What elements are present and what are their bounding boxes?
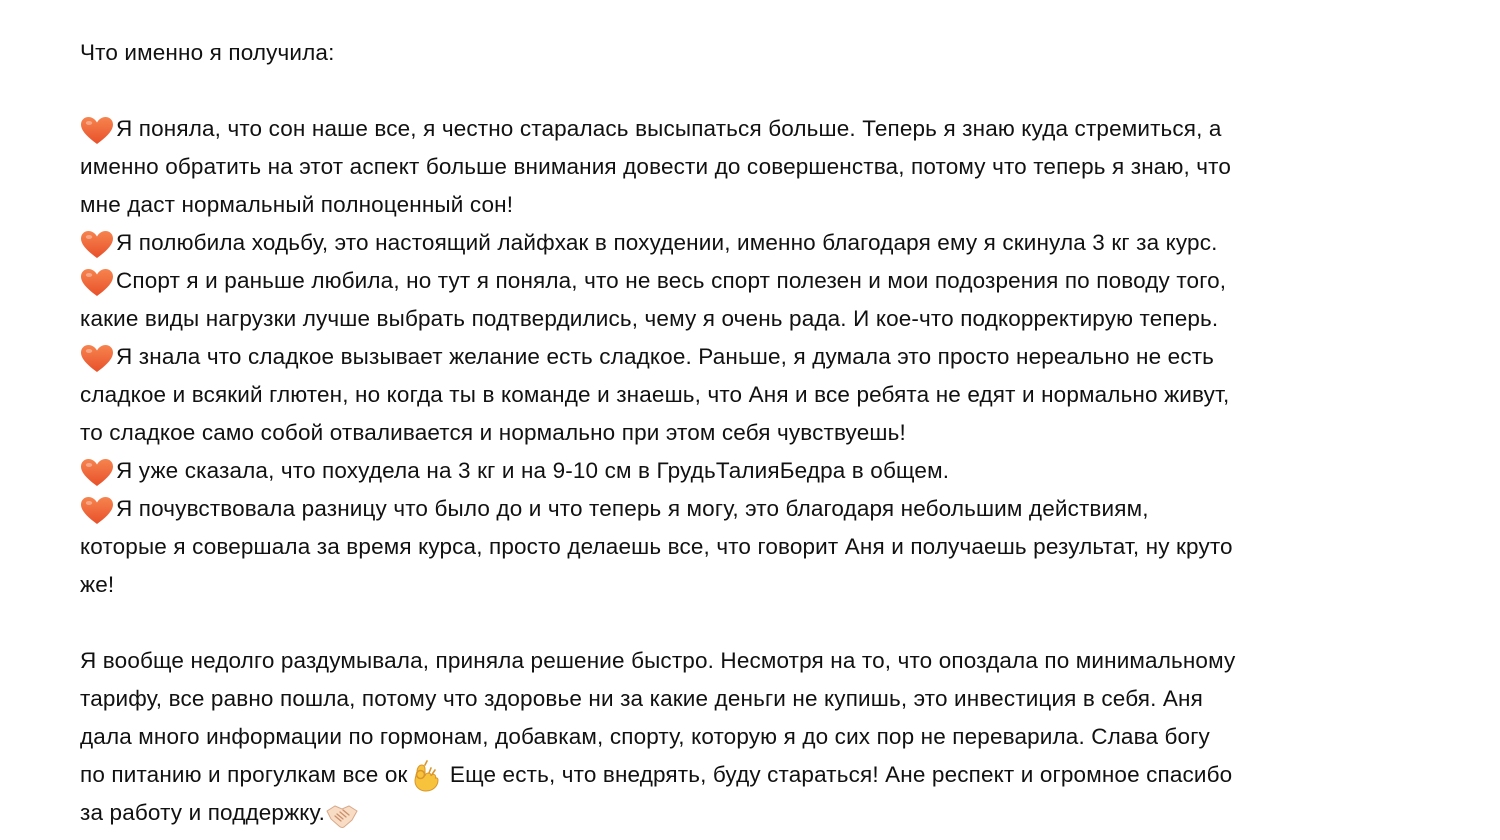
orange-heart-icon [80,490,116,528]
list-item-text: Спорт я и раньше любила, но тут я поняла, что не весь спорт полезен и мои подозрения по поводу того, [116,268,1227,293]
intro-heading: Что именно я получила: [80,40,335,65]
paragraph-line: за работу и поддержку. [80,800,326,825]
list-item-text: Я знала что сладкое вызывает желание есть сладкое. Раньше, я думала это просто нереально не есть [116,344,1215,369]
spacer [80,72,1480,110]
document-body [80,34,1480,832]
spacer [80,604,1480,642]
paragraph-line: тарифу, все равно пошла, потому что здоровье ни за какие деньги не купишь, это инвестиция в себя. Аня [80,686,1203,711]
orange-heart-icon [80,224,116,262]
orange-heart-icon [80,452,116,490]
list-item [80,110,1480,224]
handshake-icon [325,794,361,832]
list-item-text: то сладкое само собой отваливается и нормально при этом себя чувствуешь! [80,420,906,445]
list-item [80,224,1480,262]
orange-heart-icon [80,338,116,376]
list-item-text: Я почувствовала разницу что было до и что теперь я могу, это благодаря небольшим действиям, [116,496,1149,521]
list-item [80,452,1480,490]
list-item [80,338,1480,452]
paragraph-line: Я вообще недолго раздумывала, приняла решение быстро. Несмотря на то, что опоздала по минимальному [80,648,1236,673]
paragraph-line: дала много информации по гормонам, добавкам, спорту, которую я до сих пор не переварила. Слава богу [80,724,1210,749]
orange-heart-icon [80,110,116,148]
list-item-text: Я полюбила ходьбу, это настоящий лайфхак в похудении, именно благодаря ему я скинула 3 кг за курс. [116,230,1218,255]
paragraph-line: Еще есть, что внедрять, буду стараться! Ане респект и огромное спасибо [443,762,1233,787]
paragraph-line: по питанию и прогулкам все ок [80,762,408,787]
list-item-text: какие виды нагрузки лучше выбрать подтвердились, чему я очень рада. И кое-что подкорректирую теперь. [80,306,1219,331]
list-item-text: мне даст нормальный полноценный сон! [80,192,514,217]
closing-paragraph [80,642,1480,832]
orange-heart-icon [80,262,116,300]
list-item-text: же! [80,572,115,597]
list-item [80,490,1480,604]
ok-hand-icon [408,756,444,794]
list-item [80,262,1480,338]
list-item-text: именно обратить на этот аспект больше внимания довести до совершенства, потому что теперь я знаю, что [80,154,1232,179]
list-item-text: Я поняла, что сон наше все, я честно старалась высыпаться больше. Теперь я знаю куда стремиться, а [116,116,1222,141]
list-item-text: сладкое и всякий глютен, но когда ты в команде и знаешь, что Аня и все ребята не едят и нормально живут, [80,382,1230,407]
list-item-text: которые я совершала за время курса, просто делаешь все, что говорит Аня и получаешь результат, ну круто [80,534,1233,559]
list-item-text: Я уже сказала, что похудела на 3 кг и на 9-10 см в ГрудьТалияБедра в общем. [116,458,950,483]
